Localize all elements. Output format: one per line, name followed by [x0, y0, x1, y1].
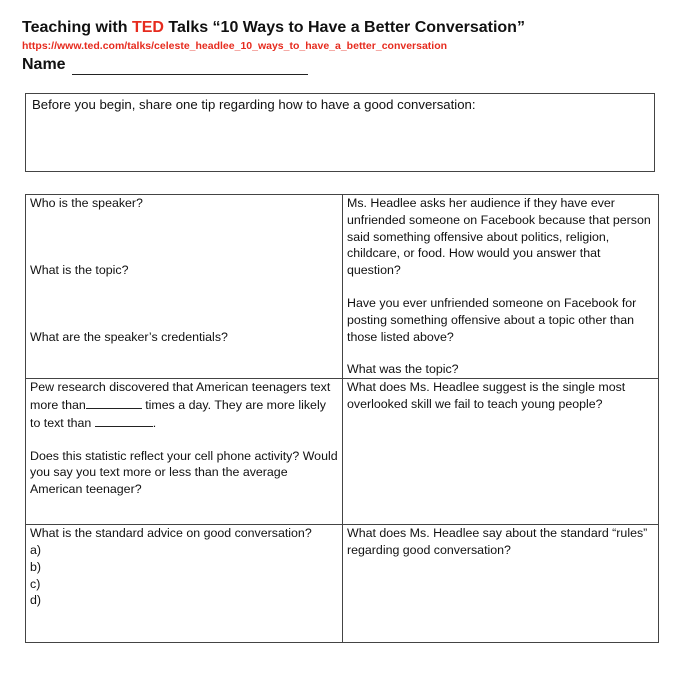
tip-prompt: Before you begin, share one tip regarding how to have a good conversation:: [32, 97, 476, 112]
option-d: d): [30, 593, 42, 608]
tip-box[interactable]: [25, 93, 655, 172]
name-row: [22, 55, 662, 75]
advice-cell[interactable]: [26, 525, 343, 643]
rules-cell[interactable]: [343, 525, 659, 643]
facebook-cell[interactable]: [343, 195, 659, 379]
text-count-blank[interactable]: [86, 396, 142, 409]
name-field[interactable]: [72, 59, 308, 75]
question-unfriend: Ms. Headlee asks her audience if they have ever unfriended someone on Facebook because that person said something offensive about politics, religion, childcare, or food. How would you answer that question?: [347, 196, 651, 278]
pew-text-a: Pew research discovered that American teenagers text more than: [30, 380, 331, 412]
question-unfriend-topic: What was the topic?: [347, 362, 459, 377]
option-a: a): [30, 542, 42, 557]
question-rules: What does Ms. Headlee say about the standard “rules” regarding good conversation?: [347, 526, 648, 557]
table-row: [26, 195, 659, 379]
name-label: Name: [22, 56, 66, 73]
option-b: b): [30, 559, 42, 574]
speaker-cell[interactable]: [26, 195, 343, 379]
question-cell-activity: Does this statistic reflect your cell phone activity? Would you say you text more or less than the average American teenager?: [30, 448, 338, 497]
pew-cell[interactable]: [26, 379, 343, 525]
question-overlooked-skill: What does Ms. Headlee suggest is the single most overlooked skill we fail to teach young people?: [347, 380, 626, 411]
text-than-blank[interactable]: [95, 414, 153, 427]
option-c: c): [30, 576, 41, 591]
skill-cell[interactable]: [343, 379, 659, 525]
question-unfriend-other: Have you ever unfriended someone on Facebook for posting something offensive about a topic other than those listed above?: [347, 295, 637, 344]
title-prefix: Teaching with: [22, 19, 132, 36]
ted-brand: TED: [131, 19, 164, 36]
pew-text-c: .: [152, 415, 157, 430]
title-suffix: Talks “10 Ways to Have a Better Conversation”: [163, 19, 525, 36]
pew-text-b: times a day. They are more likely to text than: [30, 397, 326, 430]
table-row: [26, 379, 659, 525]
talk-url[interactable]: https://www.ted.com/talks/celeste_headlee_10_ways_to_have_a_better_conversation: [22, 40, 448, 52]
pew-statistic: [30, 379, 338, 431]
table-row: [26, 525, 659, 643]
question-credentials: What are the speaker’s credentials?: [30, 329, 228, 344]
question-table: [25, 194, 659, 643]
worksheet-title: [22, 18, 662, 38]
worksheet-header: [22, 18, 662, 75]
question-topic: What is the topic?: [30, 262, 129, 277]
question-standard-advice: What is the standard advice on good conversation?: [30, 526, 312, 541]
question-speaker: Who is the speaker?: [30, 196, 143, 210]
